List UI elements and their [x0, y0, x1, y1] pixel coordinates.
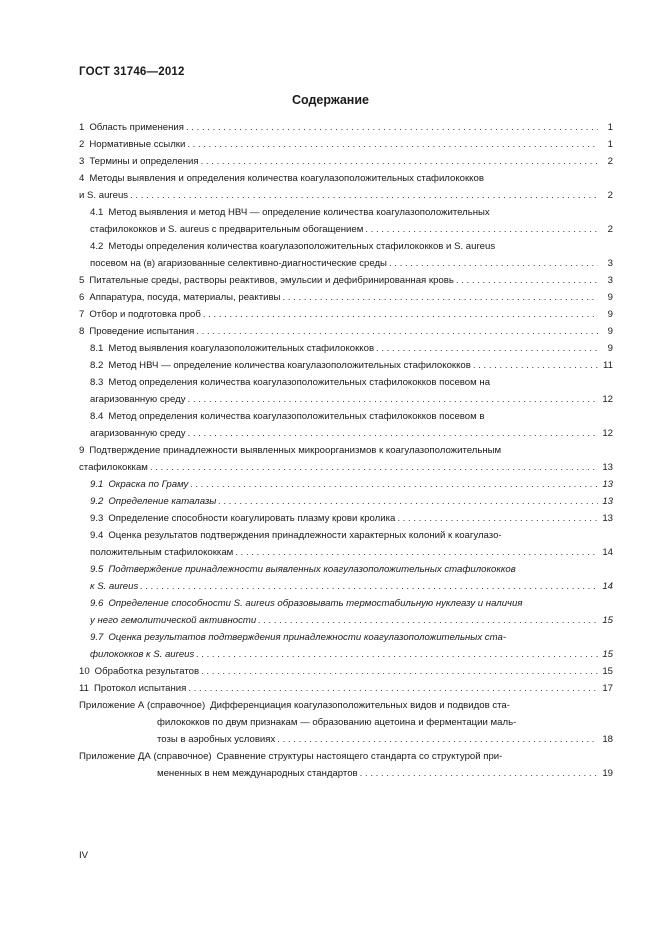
appendix-label: Приложение ДА (справочное) — [79, 751, 212, 762]
toc-entry-page: 2 — [607, 156, 613, 167]
toc-entry-number: 9.4 — [90, 530, 104, 541]
toc-entry-page: 15 — [602, 666, 613, 677]
toc-entry[interactable] — [79, 680, 613, 697]
dot-leader — [140, 578, 598, 595]
toc-entry-number: 6 — [79, 292, 85, 303]
toc-entry-number: 5 — [79, 275, 85, 286]
toc-entry-number: 9.1 — [90, 479, 104, 490]
toc-entry-number: 10 — [79, 666, 90, 677]
toc-entry-number: 8.1 — [90, 343, 104, 354]
dot-leader — [376, 340, 598, 357]
toc-entry-text: агаризованную среду — [90, 394, 186, 405]
toc-entry-number: 4.1 — [90, 207, 104, 218]
dot-leader — [186, 119, 598, 136]
toc-entry-number: 4 — [79, 173, 85, 184]
toc-entry-page: 13 — [602, 479, 613, 490]
toc-entry-text: Проведение испытания — [89, 326, 195, 337]
toc-entry-page: 9 — [607, 309, 613, 320]
dot-leader — [389, 255, 598, 272]
appendix-page: 19 — [602, 768, 613, 779]
toc-entry-text: Отбор и подготовка проб — [89, 309, 201, 320]
toc-entry-number: 9.2 — [90, 496, 104, 507]
dot-leader — [150, 459, 598, 476]
toc-entry-page: 15 — [602, 649, 613, 660]
toc-entry-page: 9 — [607, 292, 613, 303]
toc-entry-number: 9 — [79, 445, 85, 456]
dot-leader — [235, 544, 598, 561]
dot-leader — [282, 289, 598, 306]
toc-entry[interactable] — [79, 493, 613, 510]
dot-leader — [397, 510, 598, 527]
toc-entry-page: 12 — [602, 428, 613, 439]
dot-leader — [187, 136, 598, 153]
toc-entry[interactable] — [79, 306, 613, 323]
dot-leader — [473, 357, 598, 374]
toc-entry-text: Питательные среды, растворы реактивов, эмульсии и дефибринированная кровь — [89, 275, 454, 286]
toc-entry-text: Аппаратура, посуда, материалы, реактивы — [89, 292, 281, 303]
toc-entry[interactable] — [79, 272, 613, 289]
toc-entry-text: посевом на (в) агаризованные селективно-диагностические среды — [90, 258, 387, 269]
toc-entry[interactable] — [79, 340, 613, 357]
toc-entry-text: Метод НВЧ — определение количества коагулазоположительных стафилококков — [108, 360, 471, 371]
toc-entry-page: 3 — [607, 275, 613, 286]
toc-entry-text: Оценка результатов подтверждения принадлежности характерных колоний к коагулазо- — [108, 530, 502, 541]
toc-entry[interactable] — [79, 374, 613, 408]
toc-entry-text: Область применения — [89, 122, 184, 133]
toc-entry[interactable] — [79, 442, 613, 476]
dot-leader — [218, 493, 598, 510]
toc-entry[interactable] — [79, 561, 613, 595]
standard-header: ГОСТ 31746—2012 — [79, 66, 185, 78]
toc-entry-number: 7 — [79, 309, 85, 320]
dot-leader — [365, 221, 598, 238]
toc-entry-page: 13 — [602, 513, 613, 524]
dot-leader — [203, 306, 598, 323]
toc-entry-page: 14 — [602, 547, 613, 558]
dot-leader — [201, 663, 598, 680]
toc-entry-page: 2 — [607, 190, 613, 201]
toc-entry-text: Метод определения количества коагулазоположительных стафилококков посевом на — [108, 377, 491, 388]
toc-entry-number: 8.2 — [90, 360, 104, 371]
toc-entry-number: 8.4 — [90, 411, 104, 422]
appendix-title: Дифференциация коагулазоположительных видов и подвидов ста- — [210, 700, 510, 711]
dot-leader — [190, 476, 598, 493]
toc-entry-number: 11 — [79, 683, 89, 694]
toc-entry-text: филококков к S. aureus — [90, 649, 195, 660]
toc-entry[interactable] — [79, 204, 613, 238]
toc-entry-text: Термины и определения — [89, 156, 199, 167]
appendix-title: филококков по двум признакам — образованию ацетоина и ферментации маль- — [157, 717, 517, 728]
dot-leader — [277, 731, 598, 748]
toc-entry-page: 3 — [607, 258, 613, 269]
toc-entry-number: 9.5 — [90, 564, 104, 575]
toc-entry-text: Нормативные ссылки — [89, 139, 186, 150]
toc-entry-number: 9.7 — [90, 632, 104, 643]
toc-entry-number: 9.6 — [90, 598, 104, 609]
toc-entry-number: 4.2 — [90, 241, 104, 252]
toc-entry-number: 2 — [79, 139, 85, 150]
toc-entry-text: Методы выявления и определения количества коагулазоположительных стафилококков — [89, 173, 484, 184]
dot-leader — [258, 612, 598, 629]
toc-entry[interactable] — [79, 323, 613, 340]
toc-entry-text: агаризованную среду — [90, 428, 186, 439]
toc-entry-number: 3 — [79, 156, 85, 167]
toc-entry[interactable] — [79, 510, 613, 527]
toc-entry-number: 8 — [79, 326, 85, 337]
toc-entry-text: Подтверждение принадлежности выявленных микроорганизмов к коагулазоположительным — [89, 445, 502, 456]
page-number-footer: IV — [79, 850, 89, 861]
toc-entry-text: Подтверждение принадлежности выявленных коагулазоположительных стафилококков — [108, 564, 516, 575]
toc-entry-text: и S. aureus — [79, 190, 129, 201]
toc-appendix-entry[interactable] — [79, 748, 613, 782]
toc-entry[interactable] — [79, 136, 613, 153]
toc-entry-text: Метод выявления и метод НВЧ — определение количества коагулазоположительных — [108, 207, 490, 218]
toc-entry-text: положительным стафилококкам — [90, 547, 234, 558]
toc-entry-text: Методы определения количества коагулазоположительных стафилококков и S. aureus — [108, 241, 496, 252]
toc-entry-text: Метод выявления коагулазоположительных стафилококков — [108, 343, 375, 354]
toc-entry[interactable] — [79, 527, 613, 561]
toc-entry-text: стафилококков и S. aureus с предварительным обогащением — [90, 224, 364, 235]
toc-entry[interactable] — [79, 357, 613, 374]
dot-leader — [196, 323, 598, 340]
toc-entry-text: Определение каталазы — [108, 496, 217, 507]
toc-entry[interactable] — [79, 153, 613, 170]
toc-entry-page: 1 — [607, 122, 613, 133]
dot-leader — [196, 646, 598, 663]
appendix-title: мененных в нем международных стандартов — [157, 768, 358, 779]
toc-entry-page: 14 — [602, 581, 613, 592]
toc-entry[interactable] — [79, 170, 613, 204]
page-title: Содержание — [291, 93, 369, 107]
appendix-title: Сравнение структуры настоящего стандарта со структурой при- — [216, 751, 503, 762]
appendix-title: тозы в аэробных условиях — [157, 734, 276, 745]
toc-entry[interactable] — [79, 663, 613, 680]
toc-entry-text: к S. aureus — [90, 581, 139, 592]
toc-entry-number: 8.3 — [90, 377, 104, 388]
table-of-contents — [79, 119, 613, 782]
appendix-label: Приложение А (справочное) — [79, 700, 206, 711]
toc-entry-text: Определение способности коагулировать плазму крови кролика — [108, 513, 396, 524]
toc-entry-page: 15 — [602, 615, 613, 626]
toc-entry-text: стафилококкам — [79, 462, 148, 473]
toc-entry-text: Обработка результатов — [94, 666, 200, 677]
toc-entry-page: 1 — [607, 139, 613, 150]
toc-entry-text: у него гемолитической активности — [90, 615, 257, 626]
dot-leader — [201, 153, 598, 170]
toc-entry-page: 12 — [602, 394, 613, 405]
toc-appendix-entry[interactable] — [79, 697, 613, 748]
toc-entry-number: 1 — [79, 122, 85, 133]
dot-leader — [360, 765, 598, 782]
appendix-page: 18 — [602, 734, 613, 745]
toc-entry-page: 9 — [607, 343, 613, 354]
toc-entry-page: 9 — [607, 326, 613, 337]
dot-leader — [130, 187, 598, 204]
dot-leader — [456, 272, 598, 289]
dot-leader — [188, 391, 598, 408]
toc-entry[interactable] — [79, 629, 613, 663]
toc-entry-page: 2 — [607, 224, 613, 235]
toc-entry-page: 17 — [602, 683, 613, 694]
toc-entry[interactable] — [79, 289, 613, 306]
toc-entry[interactable] — [79, 119, 613, 136]
toc-entry[interactable] — [79, 595, 613, 629]
toc-entry-number: 9.3 — [90, 513, 104, 524]
dot-leader — [188, 425, 598, 442]
toc-entry-text: Оценка результатов подтверждения принадлежности коагулазоположительных ста- — [108, 632, 507, 643]
toc-entry[interactable] — [79, 408, 613, 442]
toc-entry-page: 13 — [602, 496, 613, 507]
toc-entry-text: Окраска по Граму — [108, 479, 189, 490]
toc-entry-text: Определение способности S. aureus образовывать термостабильную нуклеазу и наличия — [108, 598, 523, 609]
toc-entry-page: 11 — [603, 360, 613, 371]
toc-entry[interactable] — [79, 238, 613, 272]
dot-leader — [188, 680, 598, 697]
toc-entry-page: 13 — [602, 462, 613, 473]
toc-entry-text: Протокол испытания — [93, 683, 187, 694]
toc-entry-text: Метод определения количества коагулазоположительных стафилококков посевом в — [108, 411, 485, 422]
toc-entry[interactable] — [79, 476, 613, 493]
